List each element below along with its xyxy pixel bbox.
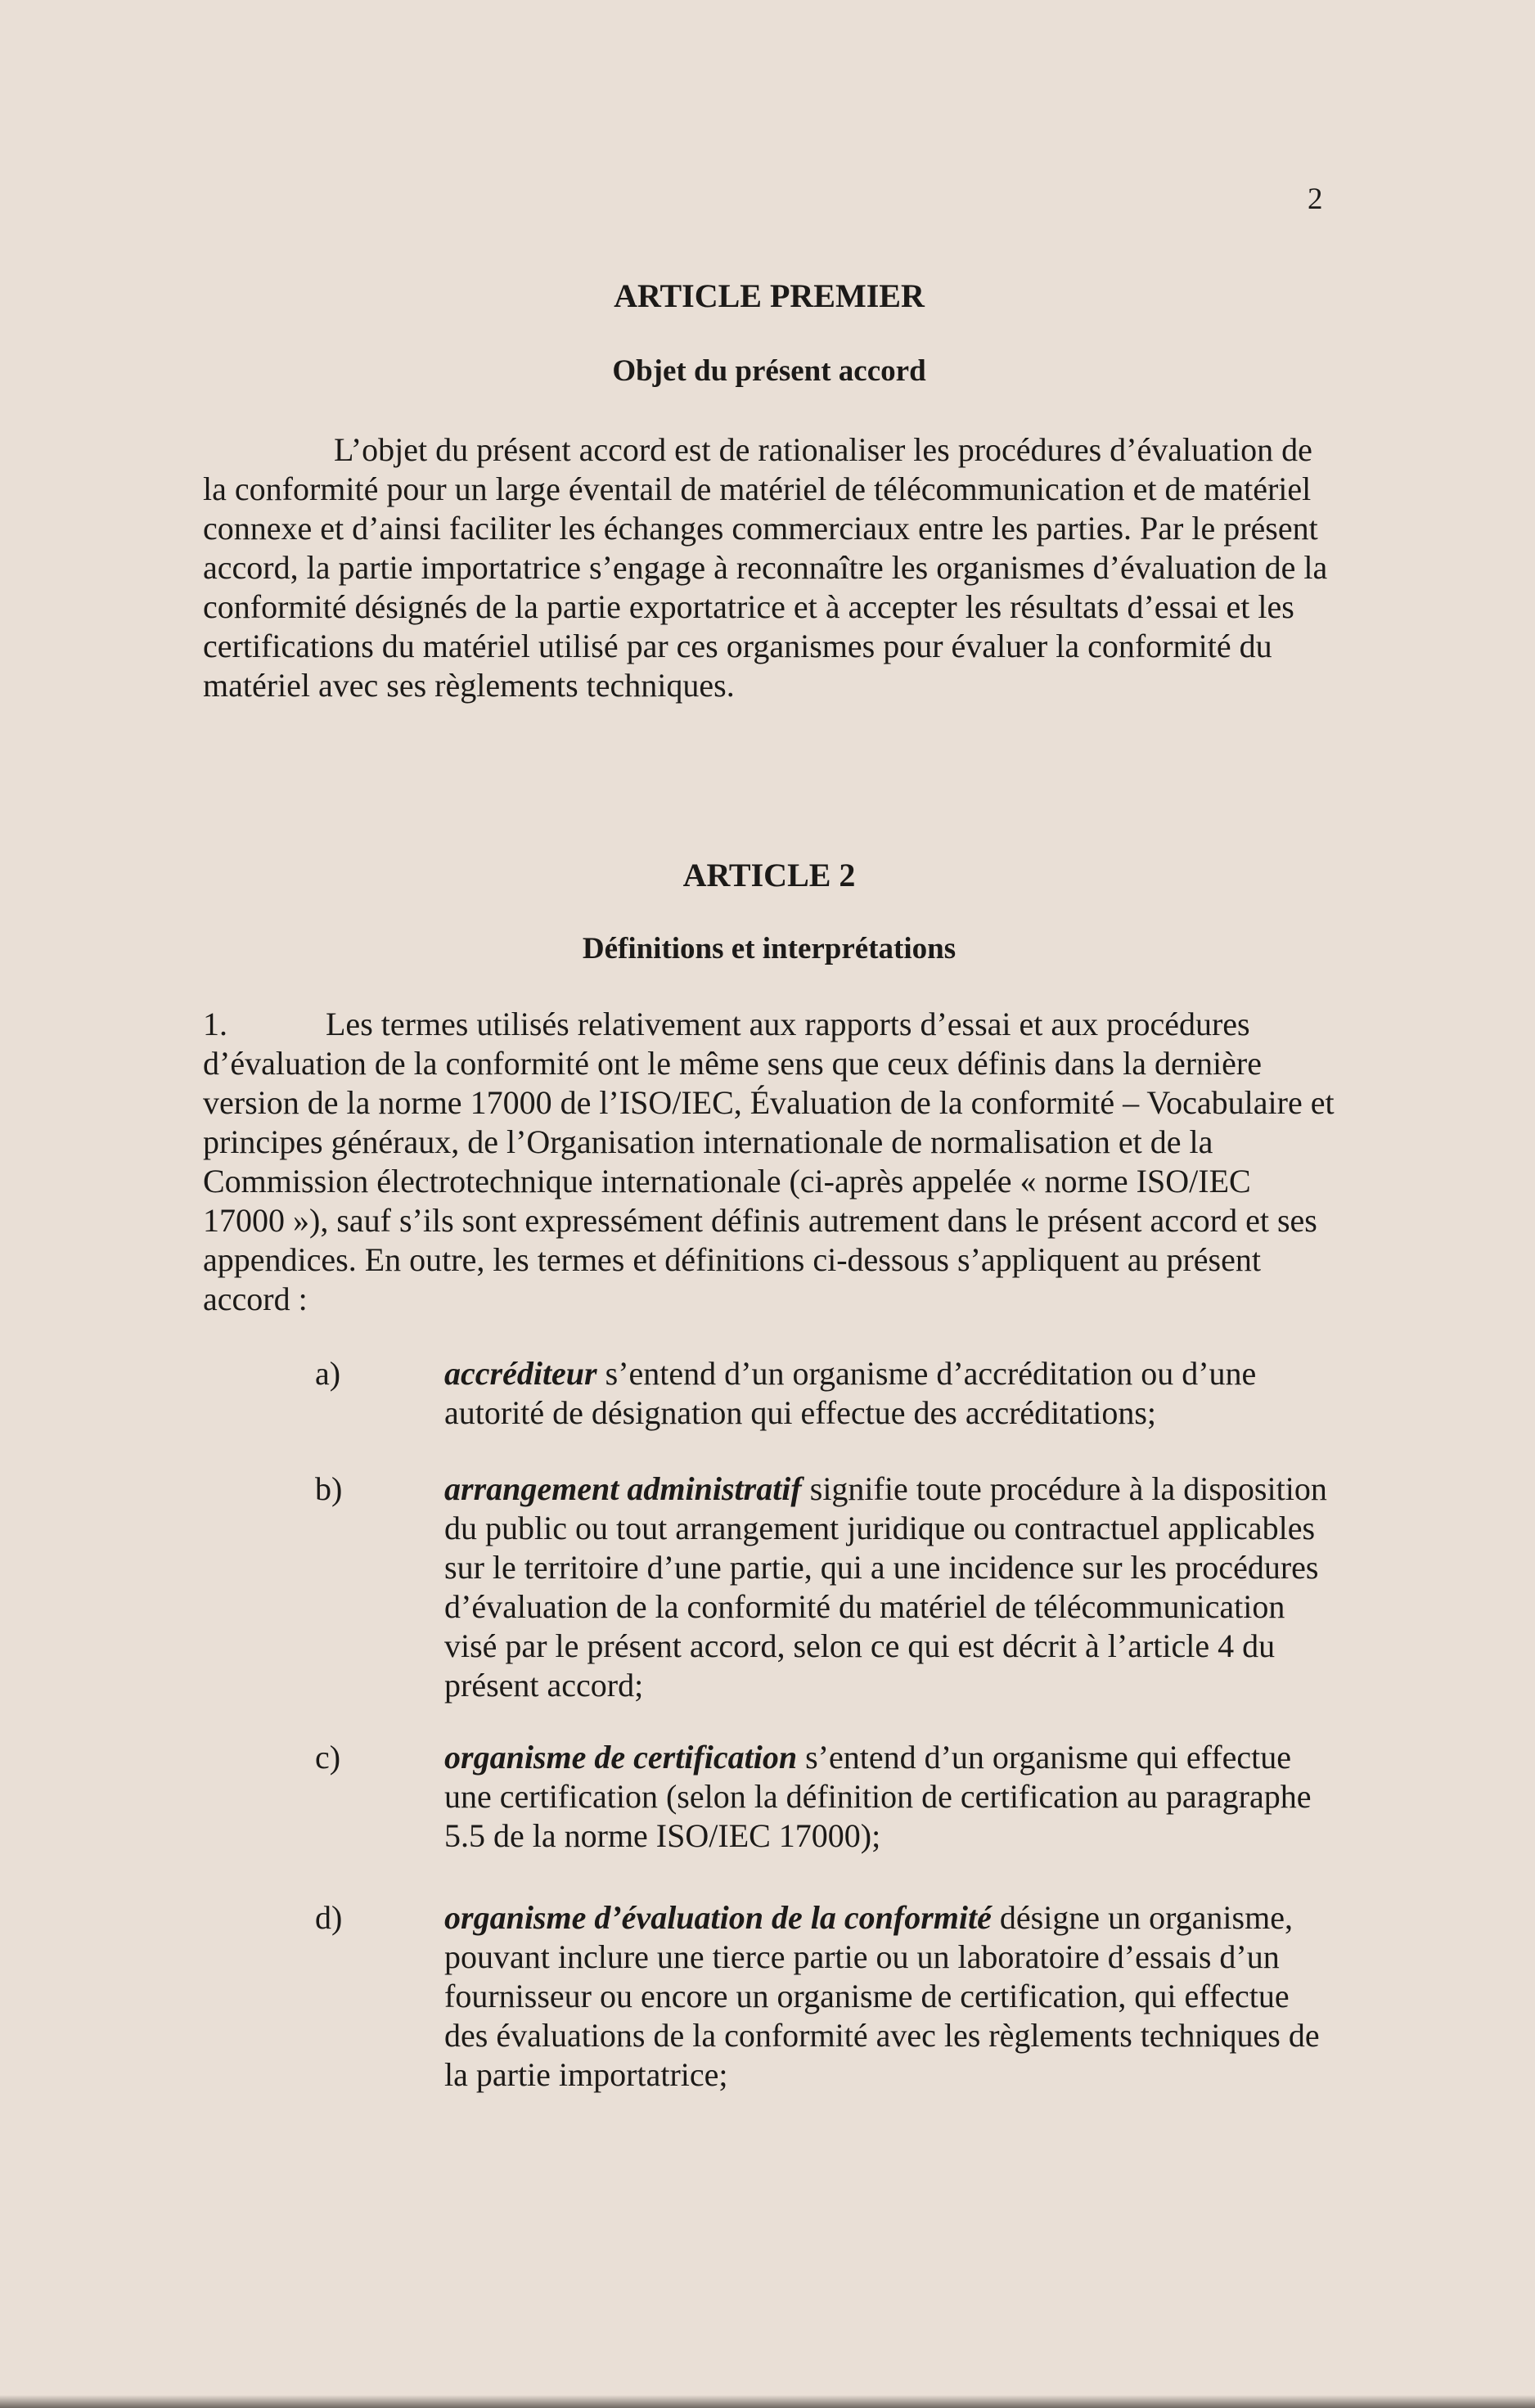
definition-term: accréditeur	[444, 1355, 597, 1392]
definition-body	[444, 1470, 1336, 1705]
definition-text: s’entend d’un organisme qui effectue une certification (selon la définition de certification au paragraphe 5.5 de la norme ISO/IEC 17000);	[444, 1739, 1312, 1854]
definition-letter: d)	[315, 1899, 343, 1936]
definition-text: signifie toute procédure à la disposition du public ou tout arrangement juridique ou contractuel applicables sur le territoire d’une partie, qui a une incidence sur les procédures d’évaluation de la conformité du matériel de télécommunication visé par le présent accord, selon ce qui est décrit à l’article 4 du présent accord;	[444, 1470, 1327, 1704]
page-number: 2	[1308, 182, 1323, 216]
article-1-subtitle: Objet du présent accord	[612, 354, 926, 388]
definition-term: organisme de certification	[444, 1739, 798, 1776]
definition-body	[444, 1354, 1336, 1433]
definition-body	[444, 1738, 1336, 1856]
paragraph-number: 1.	[203, 1006, 227, 1042]
definition-text: s’entend d’un organisme d’accréditation ou d’une autorité de désignation qui effectue des accréditations;	[444, 1355, 1257, 1431]
page-edge-shadow	[0, 2395, 1535, 2408]
article-1-paragraph: L’objet du présent accord est de rationaliser les procédures d’évaluation de la conformité pour un large éventail de matériel de télécommunication et de matériel connexe et d’ainsi faciliter les échanges commerciaux entre les parties. Par le présent accord, la partie importatrice s’engage à reconnaître les organismes d’évaluation de la conformité désignés de la partie exportatrice et à accepter les résultats d’essai et les certifications du matériel utilisé par ces organismes pour évaluer la conformité du matériel avec ses règlements techniques.	[203, 431, 1328, 704]
definition-body	[444, 1898, 1336, 2095]
definition-text: désigne un organisme, pouvant inclure une tierce partie ou un laboratoire d’essais d’un fournisseur ou encore un organisme de certification, qui effectue des évaluations de la conformité avec les règlements techniques de la partie importatrice;	[444, 1899, 1320, 2093]
definition-letter: a)	[315, 1355, 341, 1392]
definition-letter: c)	[315, 1739, 341, 1776]
article-2-title: ARTICLE 2	[682, 857, 856, 893]
paragraph-text: Les termes utilisés relativement aux rapports d’essai et aux procédures d’évaluation de la conformité ont le même sens que ceux définis dans la dernière version de la norme 17000 de l’ISO/IEC, Évaluation de la conformité – Vocabulaire et principes généraux, de l’Organisation internationale de normalisation et de la Commission électrotechnique internationale (ci-après appelée « norme ISO/IEC 17000 »), sauf s’ils sont expressément définis autrement dans le présent accord et ses appendices. En outre, les termes et définitions ci-dessous s’appliquent au présent accord :	[203, 1006, 1335, 1317]
definition-term: arrangement administratif	[444, 1470, 802, 1507]
definition-term: organisme d’évaluation de la conformité	[444, 1899, 992, 1936]
definition-letter: b)	[315, 1470, 343, 1507]
article-2-paragraph-1	[203, 1005, 1340, 1319]
article-1-title: ARTICLE PREMIER	[614, 277, 925, 314]
article-2-subtitle: Définitions et interprétations	[582, 932, 957, 965]
